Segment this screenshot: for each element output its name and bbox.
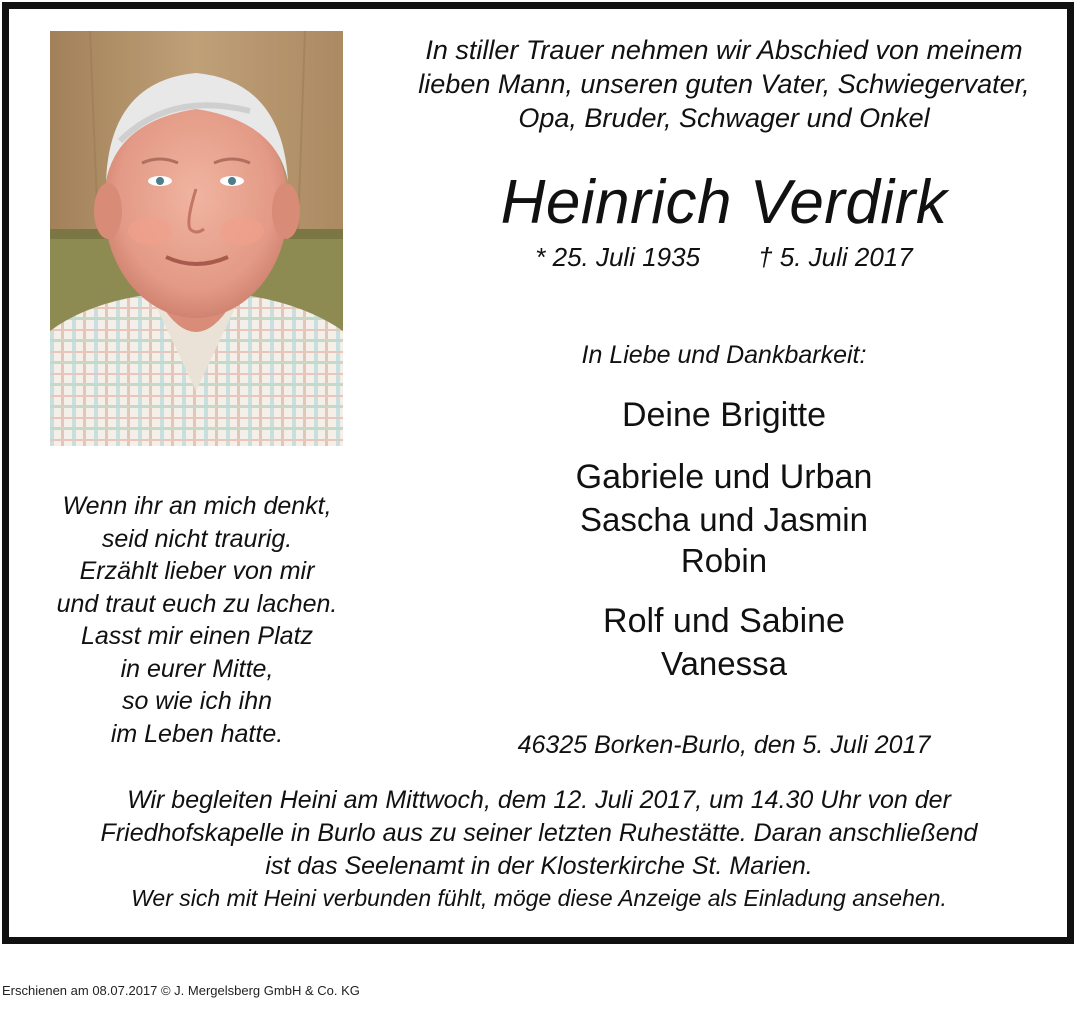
poem-line: in eurer Mitte,	[120, 654, 274, 683]
deceased-name: Heinrich Verdirk	[500, 168, 948, 237]
family-grandchild-2: Vanessa	[661, 645, 787, 682]
family-child-2: Rolf und Sabine	[603, 602, 845, 640]
obituary-notice	[2, 2, 1074, 944]
family-grandchild-1b: Robin	[680, 542, 768, 579]
funeral-line: Friedhofskapelle in Burlo aus zu seiner letzten Ruhestätte. Daran anschließend	[100, 819, 978, 847]
funeral-line: ist das Seelenamt in der Klosterkirche St. Marien.	[265, 852, 813, 880]
publication-credit: Erschienen am 08.07.2017 © J. Mergelsberg GmbH & Co. KG	[2, 983, 360, 998]
poem-line: seid nicht traurig.	[101, 524, 293, 553]
poem-line: und traut euch zu lachen.	[56, 589, 338, 618]
intro-text	[389, 33, 1059, 135]
intro-line: lieben Mann, unseren guten Vater, Schwiegervater,	[418, 69, 1030, 99]
family-spouse: Deine Brigitte	[621, 396, 827, 434]
funeral-line: Wir begleiten Heini am Mittwoch, dem 12. Juli 2017, um 14.30 Uhr von der	[127, 786, 951, 814]
death-date: † 5. Juli 2017	[758, 242, 913, 272]
poem-line: im Leben hatte.	[110, 719, 284, 748]
poem-line: Lasst mir einen Platz	[80, 622, 314, 650]
poem-line: Wenn ihr an mich denkt,	[62, 492, 332, 520]
intro-line: Opa, Bruder, Schwager und Onkel	[518, 103, 930, 133]
invitation-line: Wer sich mit Heini verbunden fühlt, möge diese Anzeige als Einladung ansehen.	[131, 885, 947, 911]
poem	[27, 490, 367, 750]
intro-line: In stiller Trauer nehmen wir Abschied von meinem	[425, 35, 1023, 65]
birth-date: * 25. Juli 1935	[535, 242, 701, 272]
poem-line: so wie ich ihn	[121, 687, 273, 715]
life-dates	[389, 241, 1059, 273]
funeral-details	[19, 784, 1059, 883]
poem-line: Erzählt lieber von mir	[79, 557, 315, 585]
thanks-line: In Liebe und Dankbarkeit:	[581, 341, 867, 369]
family-child-1: Gabriele und Urban	[575, 458, 873, 496]
family-grandchildren-1: Sascha und Jasmin	[580, 501, 868, 538]
portrait-photo	[50, 31, 343, 446]
place-and-date: 46325 Borken-Burlo, den 5. Juli 2017	[517, 731, 931, 759]
